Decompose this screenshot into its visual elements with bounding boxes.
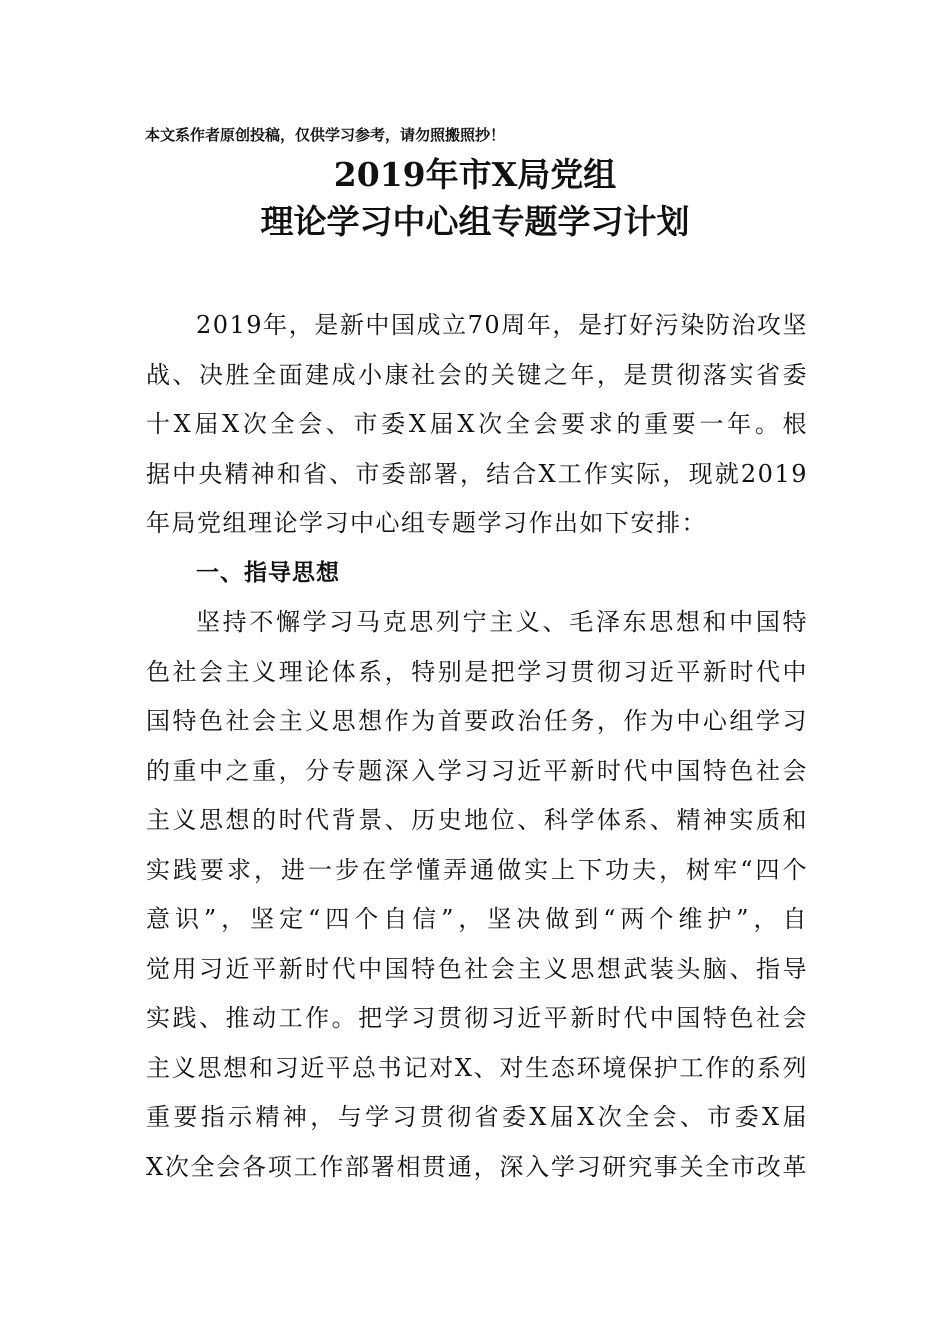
document-body	[146, 301, 808, 1192]
paragraph-1-line: 2019年，是新中国成立70周年，是打好污染防治攻坚	[196, 311, 808, 339]
document-title-line-2: 理论学习中心组专题学习计划	[260, 202, 690, 241]
paragraph-2-line: 主义思想和习近平总书记对X、对生态环境保护工作的系列	[146, 1053, 808, 1082]
paragraph-2-line: 坚持不懈学习马克思列宁主义、毛泽东思想和中国特	[196, 608, 808, 636]
paragraph-2-line: 色社会主义理论体系，特别是把学习贯彻习近平新时代中	[146, 657, 808, 686]
paragraph-2-line: 的重中之重，分专题深入学习习近平新时代中国特色社会	[146, 756, 808, 785]
paragraph-2-line: X次全会各项工作部署相贯通，深入学习研究事关全市改革	[146, 1152, 808, 1181]
paragraph-2-line: 主义思想的时代背景、历史地位、科学体系、精神实质和	[146, 806, 808, 834]
document-title-line-1: 2019年市X局党组	[333, 155, 617, 194]
paragraph-1-line: 战、决胜全面建成小康社会的关键之年，是贯彻落实省委	[146, 360, 808, 389]
paragraph-2-line: 意识”，坚定“四个自信”，坚决做到“两个维护”，自	[146, 905, 808, 933]
paragraph-2-line: 觉用习近平新时代中国特色社会主义思想武装头脑、指导	[146, 954, 808, 983]
paragraph-1-line: 十X届X次全会、市委X届X次全会要求的重要一年。根	[146, 410, 808, 438]
paragraph-2-line: 国特色社会主义思想作为首要政治任务，作为中心组学习	[146, 707, 808, 735]
section-heading: 一、指导思想	[196, 559, 340, 586]
copyright-notice: 本文系作者原创投稿，仅供学习参考，请勿照搬照抄！	[145, 126, 506, 144]
paragraph-1-line: 年局党组理论学习中心组专题学习作出如下安排：	[146, 509, 707, 537]
paragraph-2-line: 重要指示精神，与学习贯彻省委X届X次全会、市委X届	[146, 1103, 808, 1131]
paragraph-2-line: 实践要求，进一步在学懂弄通做实上下功夫，树牢“四个	[146, 855, 808, 884]
paragraph-2-line: 实践、推动工作。把学习贯彻习近平新时代中国特色社会	[146, 1004, 808, 1032]
paragraph-1-line: 据中央精神和省、市委部署，结合X工作实际，现就2019	[146, 459, 808, 488]
